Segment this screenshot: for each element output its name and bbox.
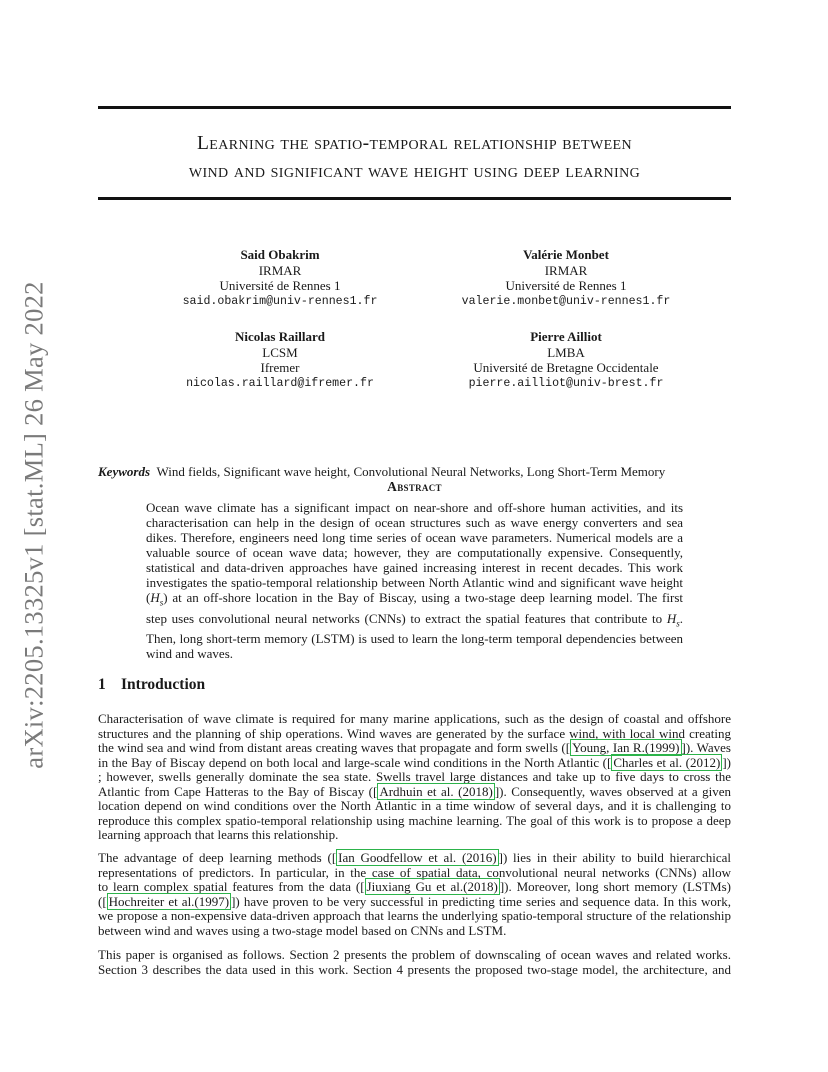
text-line: This paper is organised as follows. Section 2 presents the problem of downscaling of ocean waves and related works.: [98, 947, 731, 962]
citation-link[interactable]: Charles et al. (2012): [613, 754, 721, 770]
text-fragment: ]) lies in their ability to build hierarchical: [498, 850, 732, 865]
abstract-line: characterisation can help in the design of ocean structures such as wave energy converters and sea: [146, 515, 683, 530]
text-line: learning approach that learns this relationship.: [98, 827, 339, 842]
author-email: valerie.monbet@univ-rennes1.fr: [461, 294, 671, 308]
math-symbol: $H_s$: [666, 610, 680, 629]
paper-title-line-2: wind and significant wave height using deep learning: [188, 161, 641, 182]
text-fragment: to learn complex spatial features from the data ([: [98, 879, 365, 894]
abstract-line: $(H_s)$ at an off-shore location in the Bay of Biscay, using a two-stage deep learning model. The first: [146, 590, 683, 608]
abstract-line: Ocean wave climate has a significant impact on near-shore and off-shore human activities, and its: [146, 500, 683, 515]
text-fragment: ]): [722, 754, 731, 770]
text-fragment: ([: [98, 893, 107, 909]
text-fragment: in the Bay of Biscay depend on both local and large-scale wind conditions in the North Atlantic ([: [98, 754, 612, 770]
abstract-line: valuable source of ocean wave data; however, they are computationally expensive. Consequently,: [146, 545, 683, 560]
abstract-line: wind and waves.: [146, 646, 234, 662]
text-line: location depend on wind conditions over the North Atlantic in a time window of several days, and it is challenging to: [98, 798, 731, 813]
section-title: Introduction: [121, 676, 206, 693]
abstract-line: dikes. Therefore, engineers need long time series of ocean wave parameters. Numerical models are a: [146, 530, 683, 545]
abstract-line: Then, long short-term memory (LSTM) is used to learn the long-term temporal dependencies between: [146, 631, 683, 647]
section-heading: [98, 676, 205, 694]
text-line: representations of predictors. In particular, in the case of spatial data, convolutional neural networks (CNNs) allow: [98, 864, 731, 880]
author-name: Nicolas Raillard: [235, 329, 325, 344]
abstract-heading: Abstract: [387, 479, 442, 494]
author-name: Valérie Monbet: [523, 247, 609, 262]
author-affiliation: Université de Rennes 1: [219, 278, 341, 293]
author-email: nicolas.raillard@ifremer.fr: [186, 376, 374, 390]
author-affiliation: IRMAR: [258, 262, 302, 278]
author-affiliation: LCSM: [262, 344, 298, 360]
text-fragment: ]). Waves: [681, 740, 731, 755]
text-fragment: ]). Moreover, long short memory (LSTMs): [499, 879, 731, 894]
text-fragment: the wind sea and wind from distant areas creating waves that propagate and form swells ([: [98, 740, 571, 755]
citation-link[interactable]: Ian Goodfellow et al. (2016): [338, 850, 497, 865]
paper-title: [98, 130, 731, 186]
citation-link[interactable]: Ardhuin et al. (2018): [379, 783, 493, 799]
author-block: [430, 247, 702, 309]
text-line: structures and the planning of ship operations. Wind waves are generated by the surface wind, with local wind creating: [98, 725, 731, 741]
text-line: [98, 756, 731, 771]
citation-link[interactable]: Young, Ian R.(1999): [572, 740, 680, 755]
text-line: [98, 785, 731, 800]
section-number: 1: [98, 676, 106, 693]
author-name: Said Obakrim: [240, 247, 320, 262]
text-line: ; however, swells generally dominate the sea state. Swells travel large distances and take up to five days to cross the: [98, 769, 731, 784]
paragraph: [98, 712, 731, 843]
paragraph: [98, 948, 731, 977]
author-affiliation: Ifremer: [260, 360, 300, 375]
citation-link[interactable]: Jiuxiang Gu et al.(2018): [366, 879, 498, 894]
citation-link[interactable]: Hochreiter et al.(1997): [108, 893, 230, 909]
text-line: between wind and waves using a two-stage model based on CNNs and LSTM.: [98, 922, 507, 938]
paragraph: [98, 851, 731, 938]
abstract-body: [146, 500, 683, 661]
text-fragment: The advantage of deep learning methods ([: [98, 850, 337, 865]
arxiv-identifier-stamp: [6, 270, 62, 780]
text-fragment: ]). Consequently, waves observed at a given: [494, 783, 731, 799]
text-line: we propose a non-expensive data-driven approach that learns the underlying spatio-temporal structure of the relationship: [98, 908, 731, 923]
text-line: [98, 895, 731, 910]
author-email: pierre.ailliot@univ-brest.fr: [468, 376, 664, 390]
keywords-label: Keywords: [98, 464, 150, 479]
abstract-line: statistical and data-driven approaches have gained increasing interest in recent decades. This work: [146, 560, 683, 575]
text-line: reproduce this complex spatio-temporal relationship using machine learning. The goal of this work is to propose a deep: [98, 812, 731, 828]
text-line: Section 3 describes the data used in this work. Section 4 presents the proposed two-stage model, the architecture, and: [98, 961, 731, 977]
title-rule-bottom: [98, 197, 731, 200]
author-affiliation: LMBA: [547, 344, 585, 360]
author-affiliation: IRMAR: [544, 262, 588, 278]
author-name: Pierre Ailliot: [530, 329, 602, 344]
author-block: [430, 329, 702, 391]
paper-title-line-1: Learning the spatio-temporal relationship between: [197, 133, 632, 154]
text-fragment: Atlantic from Cape Hatteras to the Bay of Biscay ([: [98, 783, 378, 799]
math-symbol: $H_s$: [150, 590, 164, 608]
text-line: Characterisation of wave climate is required for many marine applications, such as the design of coastal and offshore: [98, 711, 731, 726]
author-affiliation: Université de Bretagne Occidentale: [473, 360, 659, 375]
arxiv-identifier-text: arXiv:2205.13325v1 [stat.ML] 26 May 2022: [18, 281, 49, 769]
author-affiliation: Université de Rennes 1: [505, 278, 627, 293]
text-line: [98, 851, 731, 866]
title-rule-top: [98, 106, 731, 109]
author-email: said.obakrim@univ-rennes1.fr: [182, 294, 378, 308]
abstract-line: investigates the spatio-temporal relationship between North Atlantic wind and significant wave height: [146, 575, 683, 590]
keywords-text: Wind fields, Significant wave height, Convolutional Neural Networks, Long Short-Term Memory: [156, 464, 666, 479]
keywords: [98, 464, 665, 479]
abstract-line: step uses convolutional neural networks (CNNs) to extract the spatial features that contribute to $H_s$.: [146, 610, 683, 629]
author-block: [160, 329, 400, 391]
author-block: [160, 247, 400, 309]
text-fragment: ]) have proven to be very successful in predicting time series and sequence data. In this work,: [231, 893, 731, 909]
